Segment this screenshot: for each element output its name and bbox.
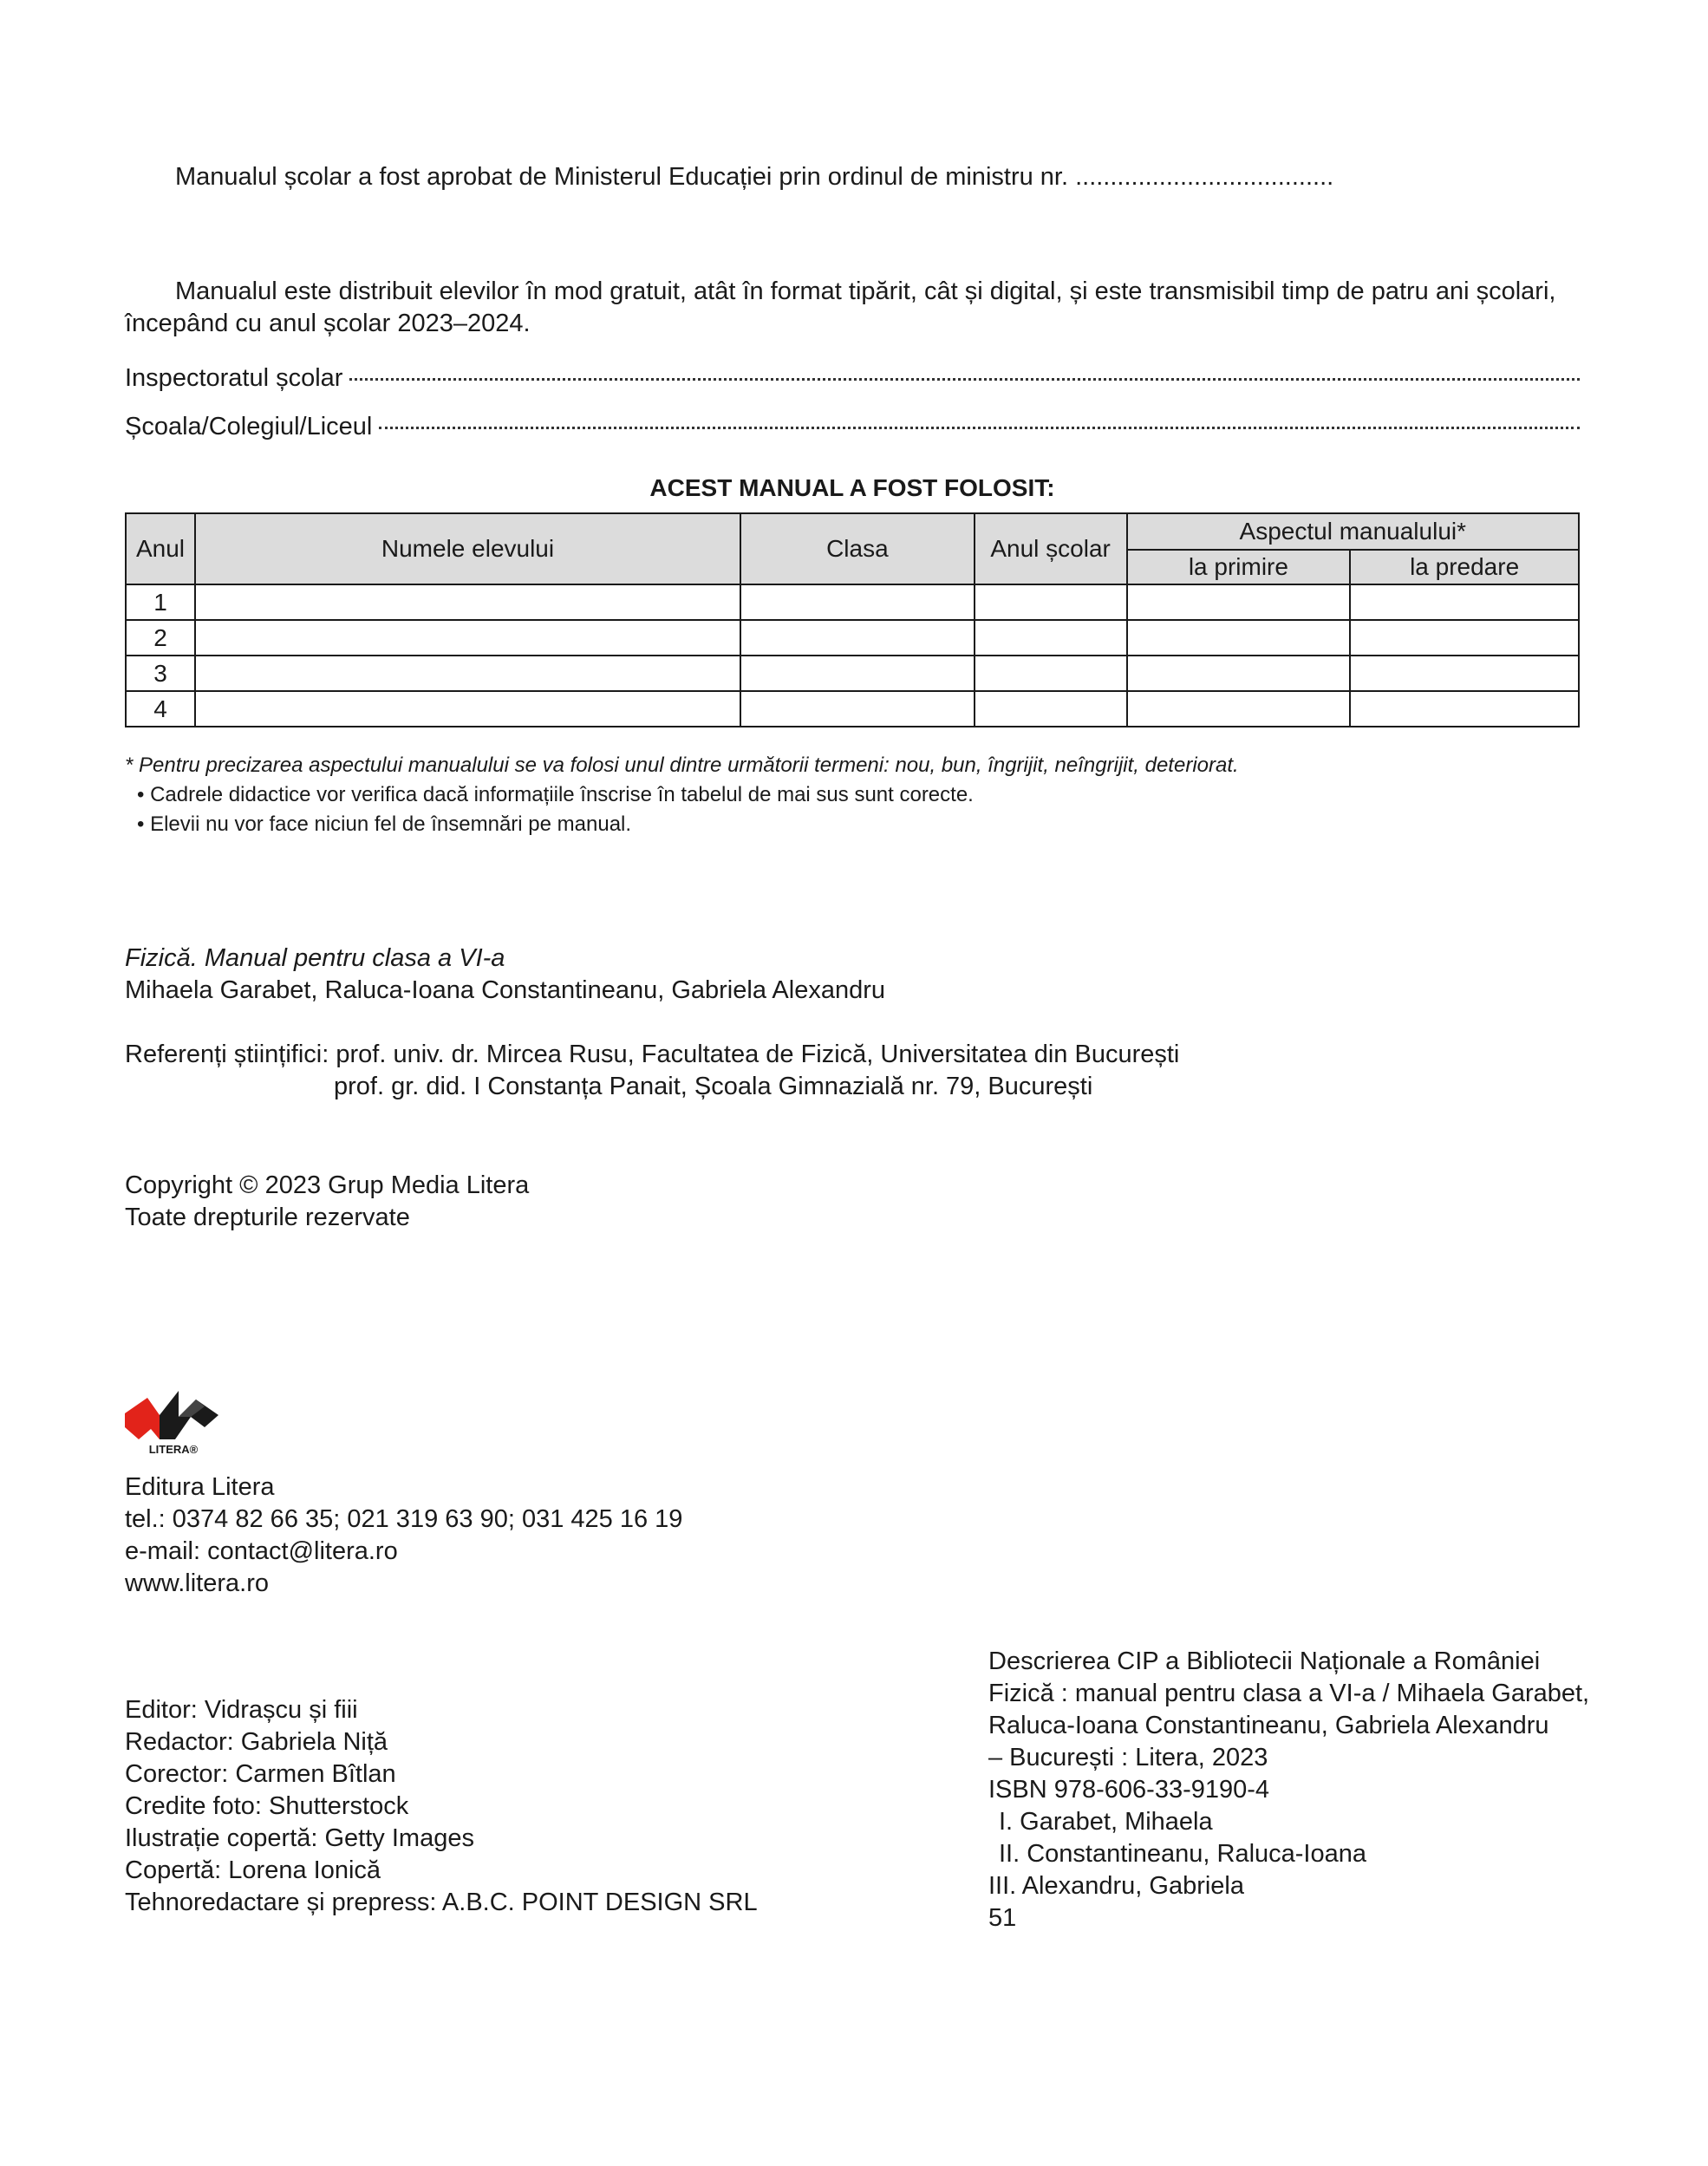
school-field[interactable]: [125, 411, 1580, 443]
distribution-text: Manualul este distribuit elevilor în mod gratuit, atât în format tipărit, cât și digital, și este transmisibil timp de patru ani școlari, începând cu anul școlar 2023–2024.: [125, 277, 1556, 337]
received-cell[interactable]: [1127, 691, 1351, 727]
student-cell[interactable]: [195, 620, 740, 656]
student-cell[interactable]: [195, 656, 740, 691]
cip-isbn: ISBN 978-606-33-9190-4: [988, 1776, 1270, 1804]
received-cell[interactable]: [1127, 620, 1351, 656]
credit-editor: Editor: Vidrașcu și fiii: [125, 1696, 358, 1724]
usage-table: [125, 512, 1580, 727]
rights-reserved: Toate drepturile rezervate: [125, 1204, 410, 1231]
class-cell[interactable]: [740, 656, 975, 691]
note-bullet-1: • Cadrele didactice vor verifica dacă informațiile înscrise în tabelul de mai sus sunt corecte.: [137, 783, 974, 806]
aspect-footnote: * Pentru precizarea aspectului manualului se va folosi unul dintre următorii termeni: nou, bun, îngrijit, neîngrijit, deteriorat.: [125, 754, 1239, 777]
cip-number: 51: [988, 1904, 1017, 1932]
school-year-cell[interactable]: [975, 656, 1127, 691]
litera-logo: [121, 1387, 225, 1457]
cip-title: Descrierea CIP a Bibliotecii Naționale a României: [988, 1647, 1541, 1675]
cip-entry: III. Alexandru, Gabriela: [988, 1872, 1244, 1900]
returned-cell[interactable]: [1350, 620, 1579, 656]
cip-line: Raluca-Ioana Constantineanu, Gabriela Alexandru: [988, 1712, 1549, 1739]
credit-cover: Copertă: Lorena Ionică: [125, 1856, 381, 1884]
cip-line: – București : Litera, 2023: [988, 1744, 1268, 1771]
credit-photos: Credite foto: Shutterstock: [125, 1792, 409, 1820]
school-year-cell[interactable]: [975, 584, 1127, 620]
row-number: 4: [126, 691, 195, 727]
class-cell[interactable]: [740, 620, 975, 656]
header-class: Clasa: [740, 513, 975, 584]
credit-redactor: Redactor: Gabriela Niță: [125, 1728, 388, 1756]
logo-wordmark: LITERA®: [148, 1443, 199, 1456]
table-row: [126, 656, 1579, 691]
publisher-email[interactable]: e-mail: contact@litera.ro: [125, 1537, 398, 1565]
book-authors: Mihaela Garabet, Raluca-Ioana Constantineanu, Gabriela Alexandru: [125, 976, 885, 1004]
row-number: 1: [126, 584, 195, 620]
header-year: Anul: [126, 513, 195, 584]
credit-cover-illustration: Ilustrație copertă: Getty Images: [125, 1824, 474, 1852]
returned-cell[interactable]: [1350, 691, 1579, 727]
table-title: ACEST MANUAL A FOST FOLOSIT:: [649, 474, 1055, 501]
table-row: [126, 620, 1579, 656]
received-cell[interactable]: [1127, 656, 1351, 691]
approval-text: Manualul școlar a fost aprobat de Ministerul Educației prin ordinul de ministru nr. .....................................: [175, 163, 1334, 191]
note-bullet-2: • Elevii nu vor face niciun fel de însemnări pe manual.: [137, 812, 632, 836]
header-aspect: Aspectul manualului*: [1127, 513, 1579, 550]
book-title: Fizică. Manual pentru clasa a VI-a: [125, 944, 505, 972]
returned-cell[interactable]: [1350, 656, 1579, 691]
inspectorate-dots: [349, 378, 1580, 381]
publisher-phone: tel.: 0374 82 66 35; 021 319 63 90; 031 425 16 19: [125, 1505, 683, 1533]
cip-entry: I. Garabet, Mihaela: [999, 1808, 1213, 1836]
publisher-name: Editura Litera: [125, 1473, 275, 1501]
row-number: 3: [126, 656, 195, 691]
school-year-cell[interactable]: [975, 691, 1127, 727]
table-row: [126, 584, 1579, 620]
credit-prepress: Tehnoredactare și prepress: A.B.C. POINT DESIGN SRL: [125, 1889, 758, 1916]
referees-line-1: Referenți științifici: prof. univ. dr. Mircea Rusu, Facultatea de Fizică, Universitatea din București: [125, 1041, 1180, 1068]
header-returned: la predare: [1350, 550, 1579, 584]
litera-logo-icon: [121, 1387, 225, 1457]
cip-entry: II. Constantineanu, Raluca-Ioana: [999, 1840, 1366, 1868]
cip-line: Fizică : manual pentru clasa a VI-a / Mihaela Garabet,: [988, 1680, 1590, 1707]
header-student: Numele elevului: [195, 513, 740, 584]
returned-cell[interactable]: [1350, 584, 1579, 620]
class-cell[interactable]: [740, 691, 975, 727]
school-label: Școala/Colegiul/Liceul: [125, 413, 373, 440]
cip-block: [988, 1646, 1589, 1934]
class-cell[interactable]: [740, 584, 975, 620]
school-year-cell[interactable]: [975, 620, 1127, 656]
inspectorate-label: Inspectoratul școlar: [125, 364, 343, 392]
credit-proofreader: Corector: Carmen Bîtlan: [125, 1760, 396, 1788]
student-cell[interactable]: [195, 584, 740, 620]
row-number: 2: [126, 620, 195, 656]
school-dots: [379, 427, 1580, 429]
inspectorate-field[interactable]: [125, 362, 1580, 395]
publisher-website[interactable]: www.litera.ro: [125, 1569, 269, 1597]
referees-line-2: prof. gr. did. I Constanța Panait, Școala Gimnazială nr. 79, București: [334, 1073, 1093, 1100]
copyright-line: Copyright © 2023 Grup Media Litera: [125, 1171, 530, 1199]
header-received: la primire: [1127, 550, 1351, 584]
credits-list: [125, 1694, 758, 1919]
table-row: [126, 691, 1579, 727]
student-cell[interactable]: [195, 691, 740, 727]
header-school-year: Anul școlar: [975, 513, 1127, 584]
received-cell[interactable]: [1127, 584, 1351, 620]
